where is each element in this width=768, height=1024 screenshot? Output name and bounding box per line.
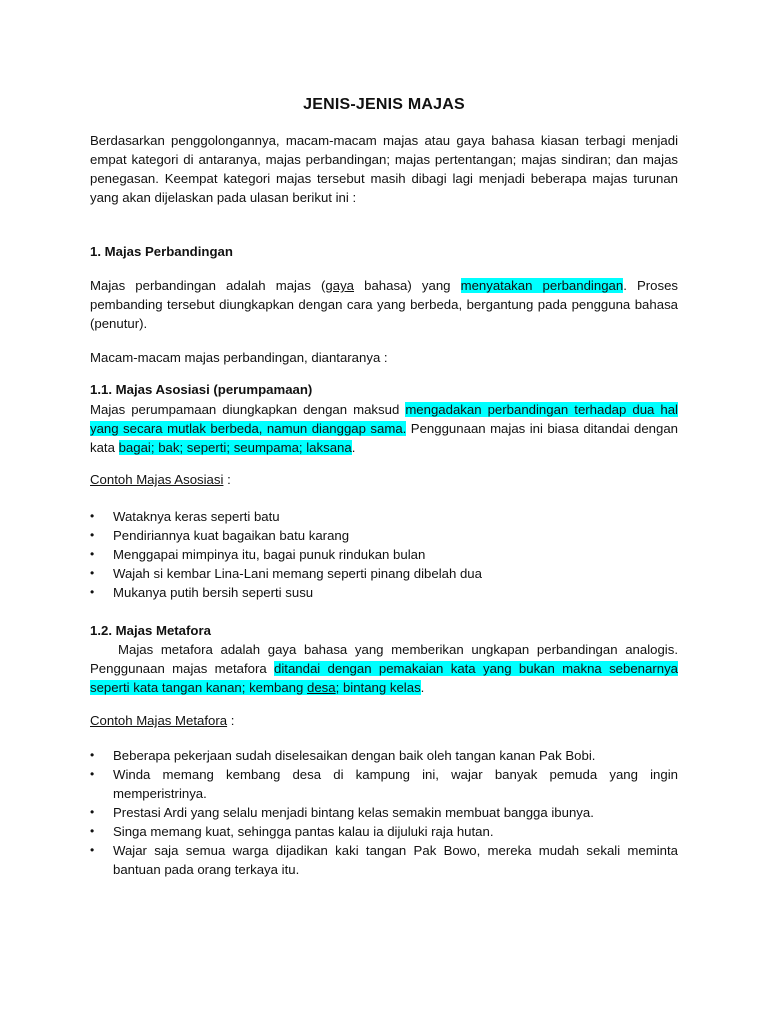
section-1-list-intro: Macam-macam majas perbandingan, diantaranya : bbox=[90, 350, 388, 365]
list-item-text: Singa memang kuat, sehingga pantas kalau ia dijuluki raja hutan. bbox=[113, 824, 494, 839]
text-run: Penggunaan majas ini biasa ditandai dengan kata bbox=[90, 421, 678, 455]
list-item bbox=[90, 564, 678, 583]
bullet-icon: • bbox=[90, 585, 95, 599]
highlight-text: mengadakan perbandingan terhadap dua hal yang secara mutlak berbeda, namun dianggap sama. bbox=[90, 402, 678, 436]
list-item-text: Mukanya putih bersih seperti susu bbox=[113, 585, 314, 600]
bullet-icon: • bbox=[90, 843, 95, 857]
text-run: . Proses pembanding tersebut diungkapkan dengan cara yang berbeda, bergantung pada pengguna bahasa (penutur). bbox=[90, 278, 679, 331]
bullet-icon: • bbox=[90, 805, 95, 819]
section-1-1-heading: 1.1. Majas Asosiasi (perumpamaan) bbox=[90, 382, 313, 397]
highlight-text bbox=[90, 680, 421, 695]
bullet-icon: • bbox=[90, 547, 95, 561]
bullet-icon: • bbox=[90, 528, 95, 542]
text-run: . bbox=[351, 440, 356, 455]
list-item-text: Winda memang kembang desa di kampung ini, wajar banyak pemuda yang ingin memperistrinya. bbox=[113, 767, 678, 801]
underlined-word-desa: desa bbox=[307, 680, 336, 695]
text-run: seperti kata tangan kanan; kembang bbox=[90, 680, 308, 695]
example-asosiasi-list bbox=[90, 507, 678, 602]
bullet-icon: • bbox=[90, 509, 95, 523]
list-item-text: Beberapa pekerjaan sudah diselesaikan dengan baik oleh tangan kanan Pak Bobi. bbox=[113, 748, 596, 763]
text-run: Majas metafora adalah gaya bahasa yang memberikan ungkapan perbandingan analogis. Penggunaan majas metafora bbox=[90, 642, 678, 676]
bullet-icon: • bbox=[90, 824, 95, 838]
text-run: Majas perbandingan adalah majas ( bbox=[90, 278, 326, 293]
list-item bbox=[90, 765, 678, 803]
highlight-text: ditandai dengan pemakaian kata yang bukan makna sebenarnya bbox=[274, 661, 678, 676]
list-item bbox=[90, 841, 678, 879]
section-1-1-paragraph bbox=[90, 400, 678, 457]
example-metafora-list bbox=[90, 746, 678, 879]
page-title: JENIS-JENIS MAJAS bbox=[303, 96, 465, 113]
bullet-icon: • bbox=[90, 566, 95, 580]
section-1-heading: 1. Majas Perbandingan bbox=[90, 244, 233, 259]
list-item bbox=[90, 545, 678, 564]
underlined-word-gaya: gaya bbox=[325, 278, 355, 293]
bullet-icon: • bbox=[90, 767, 95, 781]
highlight-text: menyatakan perbandingan bbox=[460, 278, 624, 293]
list-item-text: Wajar saja semua warga dijadikan kaki tangan Pak Bowo, mereka mudah sekali meminta bantuan pada orang terkaya itu. bbox=[113, 843, 678, 877]
example-metafora-heading bbox=[90, 711, 678, 730]
list-item bbox=[90, 746, 678, 765]
list-item-text: Menggapai mimpinya itu, bagai punuk rindukan bulan bbox=[113, 547, 426, 562]
intro-paragraph: Berdasarkan penggolongannya, macam-macam majas atau gaya bahasa kiasan terbagi menjadi empat kategori di antaranya, majas perbandingan; majas pertentangan; majas sindiran; dan majas penegasan. Keempat kategori majas tersebut masih dibagi lagi menjadi beberapa majas turunan yang akan dijelaskan pada ulasan berikut ini : bbox=[90, 133, 678, 205]
section-1-2-paragraph bbox=[90, 640, 678, 697]
list-item-text: Prestasi Ardi yang selalu menjadi bintang kelas semakin membuat bangga ibunya. bbox=[113, 805, 594, 820]
list-item bbox=[90, 803, 678, 822]
list-item bbox=[90, 822, 678, 841]
text-run: . bbox=[420, 680, 425, 695]
text-run: ; bintang kelas bbox=[335, 680, 421, 695]
text-run: bahasa) yang bbox=[354, 278, 461, 293]
bullet-icon: • bbox=[90, 748, 95, 762]
list-item bbox=[90, 507, 678, 526]
list-item bbox=[90, 526, 678, 545]
example-heading-text: Contoh Majas Asosiasi bbox=[90, 472, 224, 487]
list-item-text: Wajah si kembar Lina-Lani memang seperti pinang dibelah dua bbox=[113, 566, 482, 581]
list-item-text: Pendiriannya kuat bagaikan batu karang bbox=[113, 528, 350, 543]
example-heading-colon: : bbox=[223, 472, 231, 487]
example-asosiasi-heading bbox=[90, 470, 678, 489]
list-item-text: Wataknya keras seperti batu bbox=[113, 509, 280, 524]
example-heading-colon: : bbox=[227, 713, 235, 728]
list-item bbox=[90, 583, 678, 602]
highlight-text: bagai; bak; seperti; seumpama; laksana bbox=[118, 440, 352, 455]
section-1-2-heading: 1.2. Majas Metafora bbox=[90, 623, 211, 638]
example-heading-text: Contoh Majas Metafora bbox=[90, 713, 228, 728]
text-run: Majas perumpamaan diungkapkan dengan maksud bbox=[90, 402, 406, 417]
section-1-paragraph bbox=[90, 276, 678, 333]
